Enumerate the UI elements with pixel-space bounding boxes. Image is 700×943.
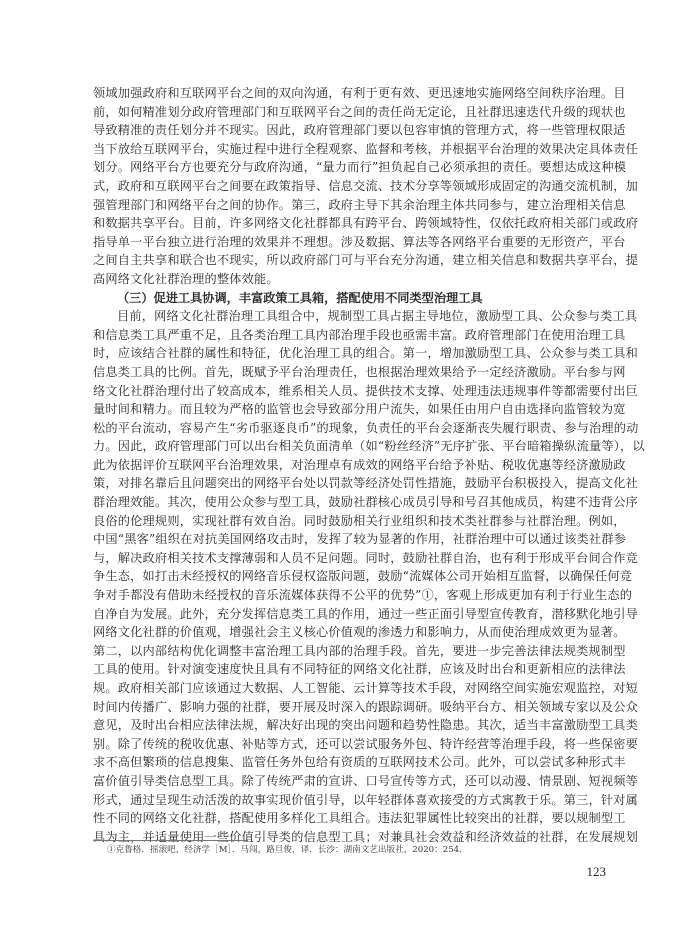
text-line: 时间内传播广、影响力强的社群，要开展及时深入的跟踪调研。吸纳平台方、相关领域专家以及公众 [93,699,639,714]
text-line: 之间自主共享和联合也不现实，所以政府部门可与平台充分沟通，建立相关信息和数据共享平台，提 [93,253,639,268]
text-line: 群治理效能。其次，使用公众参与型工具，鼓励社群核心成员引导和号召其他成员，构建不违背公序 [93,495,639,510]
text-line: 导致精准的责任划分并不现实。因此，政府管理部门要以包容审慎的管理方式，将一些管理权限适 [93,123,626,138]
text-line: 富价值引导类信息型工具。除了传统严肃的宣讲、口号宣传等方式，还可以动漫、情景剧、短视频等 [93,773,639,788]
text-line: 和数据共享平台。目前，许多网络文化社群都具有跨平台、跨领域特性，仅依托政府相关部门或政府 [93,216,639,231]
text-line: 目前，网络文化社群治理工具组合中，规制型工具占据主导地位，激励型工具、公众参与类工具 [117,309,638,324]
text-line: 与，解决政府相关技术支撑薄弱和人员不足问题。同时，鼓励社群自治，也有利于形成平台间合作竞 [93,550,639,565]
text-line: 策，对排名靠后且问题突出的网络平台处以罚款等经济处罚性措施，鼓励平台积极投入，提高文化社 [93,476,639,491]
text-line: 当下放给互联网平台，实施过程中进行全程观察、监督和考核，并根据平台治理的效果决定具体责任 [93,141,639,156]
text-line: 争生态，如打击未经授权的网络音乐侵权盗版问题，鼓励“流媒体公司开始相互监督，以确保任何竞 [93,569,633,584]
text-line: 形式，通过呈现生动活泼的故事实现价值引导，以年轻群体喜欢接受的方式寓教于乐。第三，针对属 [93,792,639,807]
text-line: 时，应该结合社群的属性和特征，优化治理工具的组合。第一，增加激励型工具、公众参与类工具和 [93,346,639,361]
text-line: 网络文化社群的价值观，增强社会主义核心价值观的渗透力和影响力，从而使治理成效更为显著。 [93,625,626,640]
article-body [93,84,645,846]
text-line: 划分。网络平台方也要充分与政府沟通，“量力而行”担负起自己必须承担的责任。要想达成这种模 [93,160,627,175]
text-line: 此为依据评价互联网平台治理效果，对治理卓有成效的网络平台给予补贴、税收优惠等经济激励政 [93,457,626,472]
text-line: 络文化社群治理付出了较高成本，维系相关人员、提供技术支撑、处理违法违规事件等都需要付出巨 [93,383,639,398]
text-line: 信息类工具的比例。首先，既赋予平台治理责任，也根据治理效果给予一定经济激励。平台参与网 [93,364,626,379]
text-line: 领域加强政府和互联网平台之间的双向沟通，有利于更有效、更迅速地实施网络空间秩序治理。目 [93,86,626,100]
text-line: 求不高但繁琐的信息搜集、监管任务外包给有资质的互联网技术公司。此外，可以尝试多种形式丰 [93,755,626,770]
text-line: 中国“黑客”组织在对抗美国网络攻击时，发挥了较为显著的作用，社群治理中可以通过该类社群参 [93,532,627,547]
page-number: 123 [586,864,606,879]
text-line: 第二，以内部结构优化调整丰富治理工具内部的治理手段。首先，要进一步完善法律法规类规制型 [93,643,626,658]
footnote-divider [93,840,248,841]
text-line: 自净自为发展。此外，充分发挥信息类工具的作用，通过一些正面引导型宣传教育，潜移默化地引导 [93,606,639,621]
text-line: 高网络文化社群治理的整体效能。 [93,271,279,286]
text-line: 工具的使用。针对演变速度快且具有不同特征的网络文化社群，应该及时出台和更新相应的法律法 [93,662,626,677]
text-line: 规。政府相关部门应该通过大数据、人工智能、云计算等技术手段，对网络空间实施宏观监控，对短 [93,681,639,695]
text-line: 强管理部门和网络平台之间的协作。第三，政府主导下其余治理主体共同参与，建立治理相关信息 [93,197,626,212]
section-heading: （三）促进工具协调，丰富政策工具箱，搭配使用不同类型治理工具 [117,290,483,305]
text-line: 式，政府和互联网平台之间要在政策指导、信息交流、技术分享等领域形成固定的沟通交流机制，加 [93,178,639,193]
text-line: 松的平台流动，容易产生“劣币驱逐良币”的现象，负责任的平台会逐渐丧失履行职责、参与治理的动 [93,420,639,435]
text-line: 意见，及时出台相应法律法规，解决好出现的突出问题和趋势性隐患。其次，适当丰富激励型工具类 [93,718,639,733]
text-line: 良俗的伦理规则，实现社群有效自治。同时鼓励相关行业组织和技术类社群参与社群治理。例如， [93,513,626,528]
paragraph-2 [93,307,645,846]
paragraph-1 [93,84,639,289]
text-line: 具为主，并适量使用一些价值引导类的信息型工具；对兼具社会效益和经济效益的社群，在发展规划 [93,829,639,844]
footnote: ①克鲁格．摇滚吧，经济学［M］．马闯，路旦俊，译．长沙：湖南文艺出版社，2020：254． [107,845,468,855]
text-line: 别。除了传统的税收优惠、补贴等方式，还可以尝试服务外包、特许经营等治理手段，将一些保密要 [93,736,639,751]
text-line: 指导单一平台独立进行治理的效果并不理想。涉及数据、算法等各网络平台重要的无形资产，平台 [93,234,626,249]
text-line: 争对手都没有借助未经授权的音乐流媒体获得不公平的优势”①，客观上形成更加有利于行业生态的 [93,588,633,603]
text-line: 前，如何精准划分政府管理部门和互联网平台之间的责任尚无定论，且社群迅速迭代升级的现状也 [93,104,626,119]
text-line: 量时间和精力。而且较为严格的监管也会导致部分用户流失，如果任由用户自由选择向监管较为宽 [93,402,626,417]
text-line: 和信息类工具严重不足，且各类治理工具内部治理手段也亟需丰富。政府管理部门在使用治理工具 [93,327,626,342]
text-line: 性不同的网络文化社群，搭配使用多样化工具组合。违法犯罪属性比较突出的社群，要以规制型工 [93,811,626,826]
text-line: 力。因此，政府管理部门可以出台相关负面清单（如“粉丝经济”无序扩张、平台暗箱操纵流量等），以 [93,439,645,454]
